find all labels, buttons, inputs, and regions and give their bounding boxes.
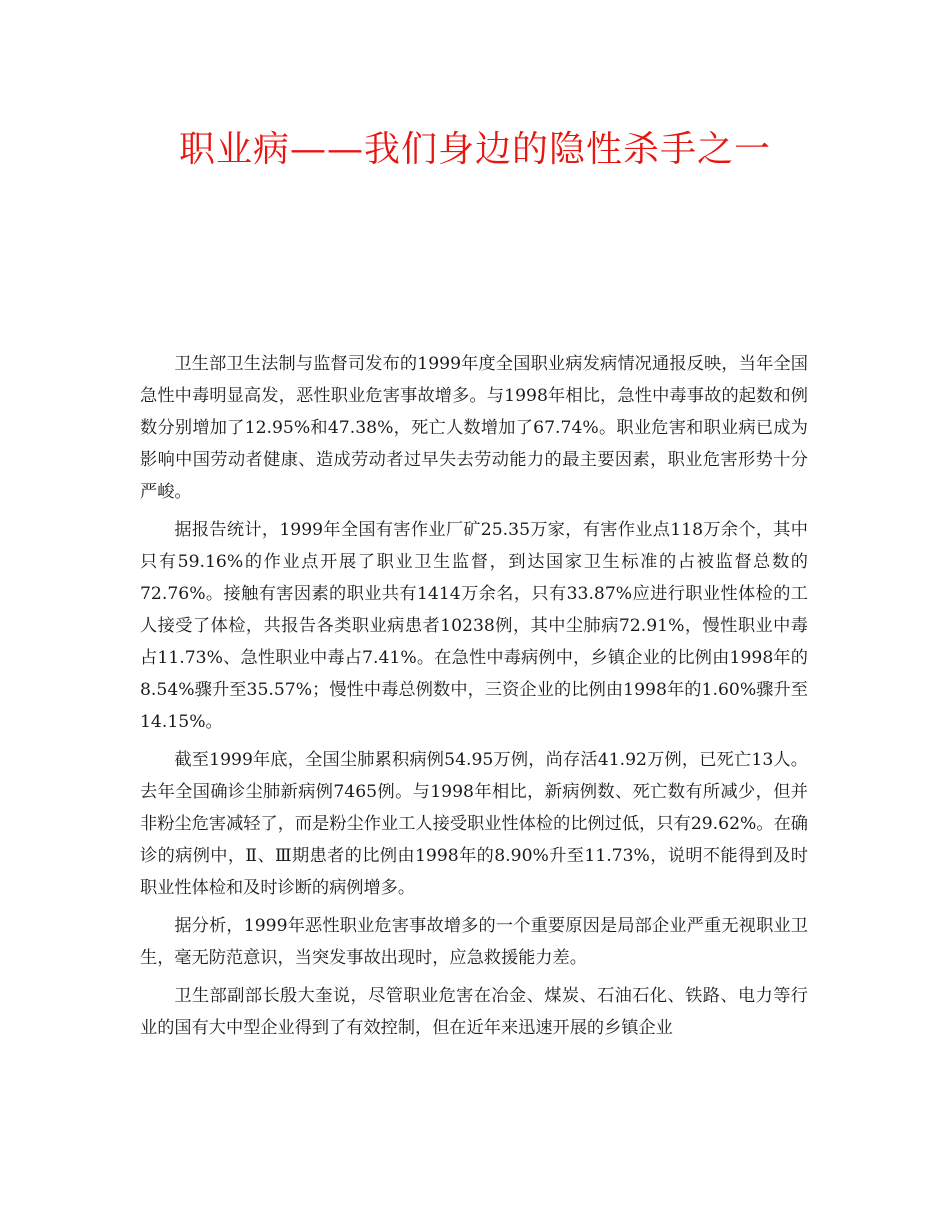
document-body <box>140 348 808 1050</box>
paragraph-3: 截至1999年底，全国尘肺累积病例54.95万例，尚存活41.92万例，已死亡13人。去年全国确诊尘肺新病例7465例。与1998年相比，新病例数、死亡数有所减少，但并非粉尘危害减轻了，而是粉尘作业工人接受职业性体检的比例过低，只有29.62%。在确诊的病例中，Ⅱ、Ⅲ期患者的比例由1998年的8.90%升至11.73%，说明不能得到及时职业性体检和及时诊断的病例增多。 <box>140 750 808 898</box>
document-title: 职业病——我们身边的隐性杀手之一 <box>178 129 771 170</box>
paragraph-5: 卫生部副部长殷大奎说，尽管职业危害在冶金、煤炭、石油石化、铁路、电力等行业的国有大中型企业得到了有效控制，但在近年来迅速开展的乡镇企业 <box>140 986 808 1038</box>
paragraph-1: 卫生部卫生法制与监督司发布的1999年度全国职业病发病情况通报反映，当年全国急性中毒明显高发，恶性职业危害事故增多。与1998年相比，急性中毒事故的起数和例数分别增加了12.95%和47.38%，死亡人数增加了67.74%。职业危害和职业病已成为影响中国劳动者健康、造成劳动者过早失去劳动能力的最主要因素，职业危害形势十分严峻。 <box>140 354 808 502</box>
paragraph-4: 据分析，1999年恶性职业危害事故增多的一个重要原因是局部企业严重无视职业卫生，毫无防范意识，当突发事故出现时，应急救援能力差。 <box>140 916 808 968</box>
paragraph-2: 据报告统计，1999年全国有害作业厂矿25.35万家，有害作业点118万余个，其中只有59.16%的作业点开展了职业卫生监督，到达国家卫生标准的占被监督总数的72.76%。接触有害因素的职业共有1414万余名，只有33.87%应进行职业性体检的工人接受了体检，共报告各类职业病患者10238例，其中尘肺病72.91%，慢性职业中毒占11.73%、急性职业中毒占7.41%。在急性中毒病例中，乡镇企业的比例由1998年的8.54%骤升至35.57%；慢性中毒总例数中，三资企业的比例由1998年的1.60%骤升至14.15%。 <box>140 520 808 732</box>
